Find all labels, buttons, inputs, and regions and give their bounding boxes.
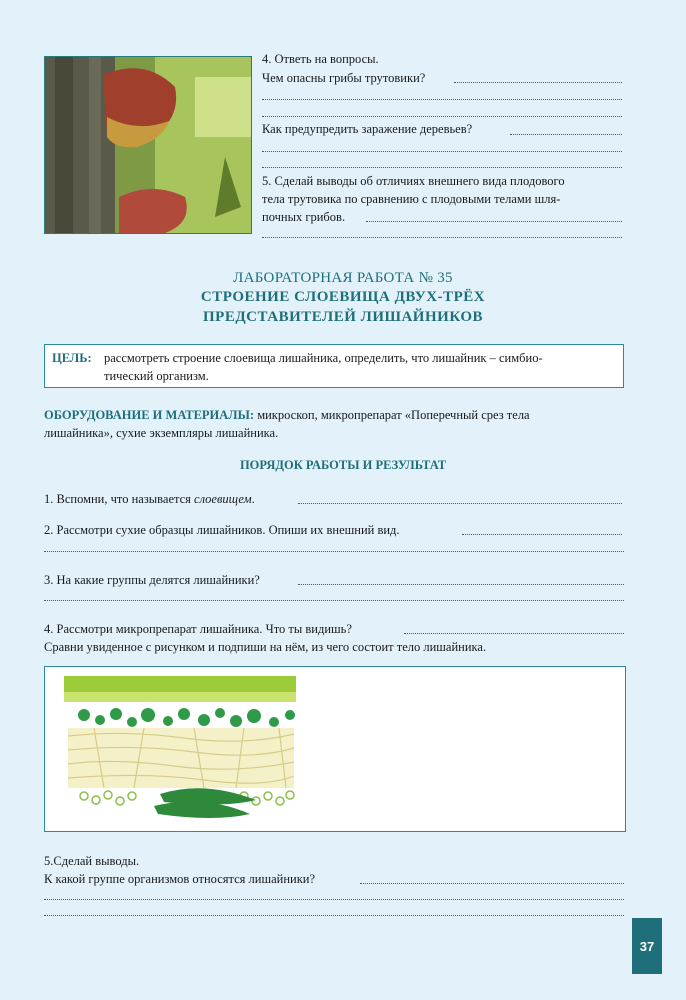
answer-line[interactable] bbox=[44, 551, 624, 552]
step-4: 4. Рассмотри микропрепарат лишайника. Что ты видишь? bbox=[44, 622, 352, 636]
answer-line[interactable] bbox=[44, 600, 624, 601]
equipment-text-line2: лишайника», сухие экземпляры лишайника. bbox=[44, 426, 279, 440]
step-5-heading: 5.Сделай выводы. bbox=[44, 854, 140, 868]
step-3: 3. На какие группы делятся лишайники? bbox=[44, 573, 260, 587]
equipment-label: ОБОРУДОВАНИЕ И МАТЕРИАЛЫ: bbox=[44, 408, 255, 422]
answer-line[interactable] bbox=[262, 116, 622, 117]
step-1 bbox=[44, 490, 255, 508]
goal-label: ЦЕЛЬ: bbox=[52, 351, 92, 365]
answer-line[interactable] bbox=[262, 237, 622, 238]
step-2: 2. Рассмотри сухие образцы лишайников. Опиши их внешний вид. bbox=[44, 523, 400, 537]
goal-text-line1: рассмотреть строение слоевища лишайника, определить, что лишайник – симбио- bbox=[104, 351, 543, 365]
equipment-text-line1: микроскоп, микропрепарат «Поперечный срез тела bbox=[257, 408, 530, 422]
page-number: 37 bbox=[632, 918, 662, 974]
answer-line[interactable] bbox=[404, 633, 624, 634]
question-5-line1: 5. Сделай выводы об отличиях внешнего вида плодового bbox=[262, 174, 565, 188]
step-1-text: 1. Вспомни, что называется bbox=[44, 492, 191, 506]
bracket-fungus-photo bbox=[44, 56, 252, 234]
lichen-cross-section-illustration bbox=[64, 676, 304, 831]
step-5-question: К какой группе организмов относятся лишайники? bbox=[44, 872, 316, 886]
answer-line[interactable] bbox=[366, 221, 622, 222]
goal-text-line2: тический организм. bbox=[104, 369, 209, 383]
lab-title-line1: СТРОЕНИЕ СЛОЕВИЩА ДВУХ-ТРЁХ bbox=[200, 289, 486, 305]
question-4-heading: 4. Ответь на вопросы. bbox=[262, 52, 379, 66]
question-4b: Как предупредить заражение деревьев? bbox=[262, 122, 473, 136]
question-5-line3: почных грибов. bbox=[262, 210, 346, 224]
equipment-line1 bbox=[44, 406, 530, 424]
answer-line[interactable] bbox=[510, 134, 622, 135]
answer-line[interactable] bbox=[298, 503, 622, 504]
answer-line[interactable] bbox=[44, 915, 624, 916]
lab-number-title: ЛАБОРАТОРНАЯ РАБОТА № 35 bbox=[233, 270, 453, 286]
step-1-period: . bbox=[251, 492, 255, 506]
answer-line[interactable] bbox=[454, 82, 622, 83]
answer-line[interactable] bbox=[44, 899, 624, 900]
question-4a: Чем опасны грибы трутовики? bbox=[262, 71, 426, 85]
answer-line[interactable] bbox=[262, 99, 622, 100]
answer-line[interactable] bbox=[360, 883, 624, 884]
answer-line[interactable] bbox=[462, 534, 622, 535]
lab-title-line2: ПРЕДСТАВИТЕЛЕЙ ЛИШАЙНИКОВ bbox=[203, 309, 483, 325]
answer-line[interactable] bbox=[298, 584, 624, 585]
procedure-heading: ПОРЯДОК РАБОТЫ И РЕЗУЛЬТАТ bbox=[239, 458, 447, 472]
step-4-line2: Сравни увиденное с рисунком и подпиши на нём, из чего состоит тело лишайника. bbox=[44, 640, 487, 654]
answer-line[interactable] bbox=[262, 151, 622, 152]
answer-line[interactable] bbox=[262, 167, 622, 168]
question-5-line2: тела трутовика по сравнению с плодовыми телами шля- bbox=[262, 192, 561, 206]
step-1-term: слоевищем bbox=[194, 492, 252, 506]
